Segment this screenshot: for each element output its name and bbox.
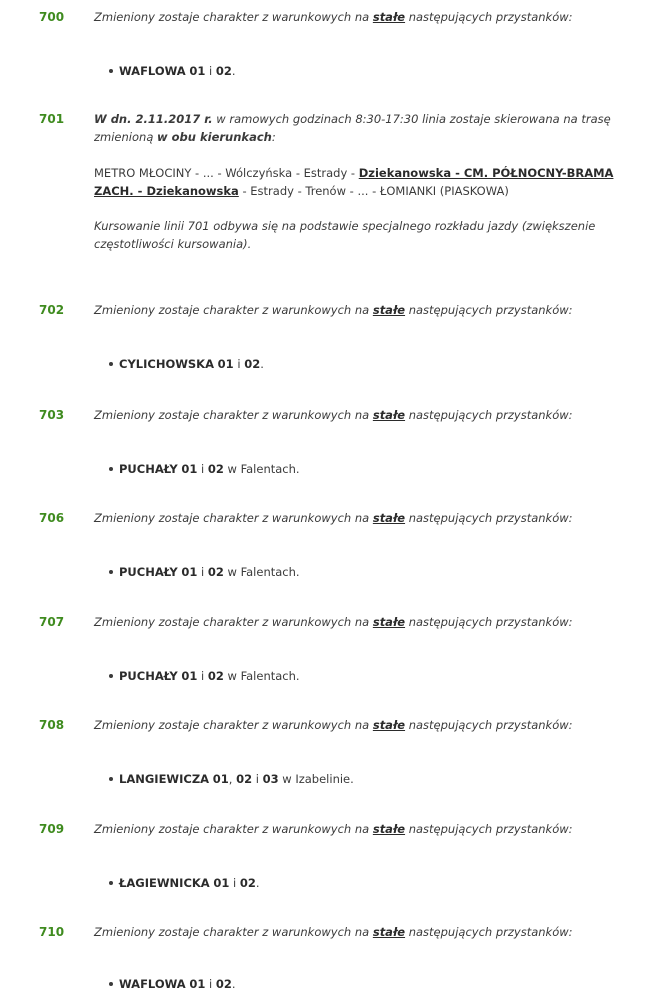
lead-text-end: następujących przystanków:: [405, 615, 573, 629]
entry-body: [94, 509, 639, 579]
entry-lead: [94, 820, 639, 838]
lead-strong: w obu kierunkach: [157, 130, 272, 144]
lead-date: W dn. 2.11.2017 r.: [94, 112, 213, 126]
entry-body: [94, 923, 639, 991]
route-highlight: Dziekanowska - CM. PÓŁNOCNY-BRAMA ZACH. - Dziekanowska: [94, 166, 614, 198]
stop-name: CYLICHOWSKA: [119, 357, 214, 371]
stop-code: 02: [215, 64, 232, 78]
line-number: 701: [39, 112, 65, 126]
lead-strong: stałe: [372, 925, 406, 939]
line-number: 709: [39, 822, 65, 836]
entry-lead: [94, 406, 639, 424]
stop-tail: w Falentach.: [223, 669, 300, 683]
stop-join: ,: [228, 772, 237, 786]
stop-code: 01: [189, 64, 206, 78]
stop-code: 01: [181, 669, 198, 683]
entry-lead: [94, 509, 639, 527]
lead-text-end: następujących przystanków:: [405, 511, 573, 525]
stop-code: 02: [239, 876, 256, 890]
bullet-icon: [109, 570, 113, 574]
schedule-note: Kursowanie linii 701 odbywa się na podstawie specjalnego rozkładu jazdy (zwiększenie częstotliwości kursowania).: [94, 219, 596, 251]
stop-tail: .: [255, 876, 260, 890]
stop-code: 01: [213, 876, 230, 890]
stop-join: i: [205, 64, 216, 78]
stop-name: WAFLOWA: [119, 977, 186, 991]
lead-text: Zmieniony zostaje charakter z warunkowych na: [94, 10, 373, 24]
lead-text-end: następujących przystanków:: [405, 925, 573, 939]
entry-body: [94, 110, 639, 253]
route-text-end: - Estrady - Trenów - ... - ŁOMIANKI (PIASKOWA): [238, 184, 509, 198]
bullet-icon: [109, 69, 113, 73]
stop-join: i: [252, 772, 263, 786]
lead-strong: stałe: [372, 511, 406, 525]
stop-code: 02: [207, 462, 224, 476]
lead-strong: stałe: [372, 10, 406, 24]
entry-body: [94, 613, 639, 683]
lead-text-end: następujących przystanków:: [405, 10, 573, 24]
lead-strong: stałe: [372, 822, 406, 836]
stop-list-item: [109, 460, 300, 478]
stop-code: 03: [262, 772, 279, 786]
entry-body: [94, 820, 639, 890]
entry-body: [94, 406, 639, 476]
lead-text: w ramowych godzinach 8:30-17:30 linia zostaje skierowana na trasę zmienioną: [94, 112, 611, 144]
stop-code: 01: [181, 565, 198, 579]
stop-tail: w Izabelinie.: [278, 772, 354, 786]
bullet-icon: [109, 777, 113, 781]
stop-tail: w Falentach.: [223, 462, 300, 476]
lead-strong: stałe: [372, 615, 406, 629]
stop-tail: .: [260, 357, 264, 371]
lead-text-end: następujących przystanków:: [405, 718, 573, 732]
lead-text: Zmieniony zostaje charakter z warunkowych na: [94, 408, 373, 422]
line-number: 702: [39, 303, 65, 317]
lead-strong: stałe: [372, 408, 406, 422]
line-number: 700: [39, 10, 65, 24]
stop-code: 02: [207, 669, 224, 683]
line-number: 703: [39, 408, 65, 422]
entry-body: [94, 716, 639, 786]
bullet-icon: [109, 362, 113, 366]
stop-code: 01: [189, 977, 206, 991]
lead-text: Zmieniony zostaje charakter z warunkowych na: [94, 615, 373, 629]
stop-code: 01: [212, 772, 229, 786]
stop-name: PUCHAŁY: [119, 462, 178, 476]
entry-lead: [94, 613, 639, 631]
lead-text: Zmieniony zostaje charakter z warunkowych na: [94, 303, 373, 317]
lead-text-end: :: [271, 130, 276, 144]
entry-lead: [94, 923, 639, 941]
stop-list-item: [109, 355, 264, 373]
lead-text: Zmieniony zostaje charakter z warunkowych na: [94, 925, 373, 939]
stop-code: 02: [207, 565, 224, 579]
stop-name: PUCHAŁY: [119, 565, 178, 579]
stop-code: 02: [244, 357, 261, 371]
route-text: METRO MŁOCINY - ... - Wólczyńska - Estrady -: [94, 166, 359, 180]
line-number: 706: [39, 511, 65, 525]
bullet-icon: [109, 674, 113, 678]
stop-code: 01: [217, 357, 234, 371]
lead-text: Zmieniony zostaje charakter z warunkowych na: [94, 718, 373, 732]
stop-tail: .: [231, 64, 236, 78]
line-number: 707: [39, 615, 65, 629]
entry-lead: [94, 8, 639, 26]
stop-list-item: [109, 62, 236, 80]
entry-body: [94, 8, 639, 78]
stop-list-item: [109, 667, 300, 685]
stop-name: LANGIEWICZA: [119, 772, 210, 786]
bullet-icon: [109, 982, 113, 986]
lead-text: Zmieniony zostaje charakter z warunkowych na: [94, 511, 373, 525]
entry-lead: [94, 301, 639, 319]
lead-text-end: następujących przystanków:: [405, 408, 573, 422]
lead-text-end: następujących przystanków:: [405, 822, 573, 836]
line-number: 708: [39, 718, 65, 732]
lead-strong: stałe: [372, 718, 406, 732]
bullet-icon: [109, 467, 113, 471]
lead-text-end: następujących przystanków:: [405, 303, 573, 317]
stop-join: i: [197, 565, 208, 579]
stop-code: 02: [236, 772, 253, 786]
stop-list-item: [109, 874, 260, 892]
stop-tail: .: [231, 977, 236, 991]
stop-join: i: [205, 977, 216, 991]
entry-lead: [94, 110, 639, 146]
route-description: [94, 164, 639, 200]
stop-join: i: [197, 462, 208, 476]
stop-list-item: [109, 770, 354, 788]
stop-name: PUCHAŁY: [119, 669, 178, 683]
stop-list-item: [109, 563, 300, 581]
stop-name: ŁAGIEWNICKA: [119, 876, 210, 890]
stop-tail: w Falentach.: [223, 565, 300, 579]
line-number: 710: [39, 925, 65, 939]
stop-code: 01: [181, 462, 198, 476]
stop-code: 02: [215, 977, 232, 991]
stop-join: i: [229, 876, 240, 890]
stop-join: i: [233, 357, 245, 371]
stop-list-item: [109, 975, 236, 993]
lead-strong: stałe: [372, 303, 406, 317]
lead-text: Zmieniony zostaje charakter z warunkowych na: [94, 822, 373, 836]
stop-name: WAFLOWA: [119, 64, 186, 78]
entry-body: [94, 301, 639, 371]
stop-join: i: [197, 669, 208, 683]
entry-lead: [94, 716, 639, 734]
bullet-icon: [109, 881, 113, 885]
